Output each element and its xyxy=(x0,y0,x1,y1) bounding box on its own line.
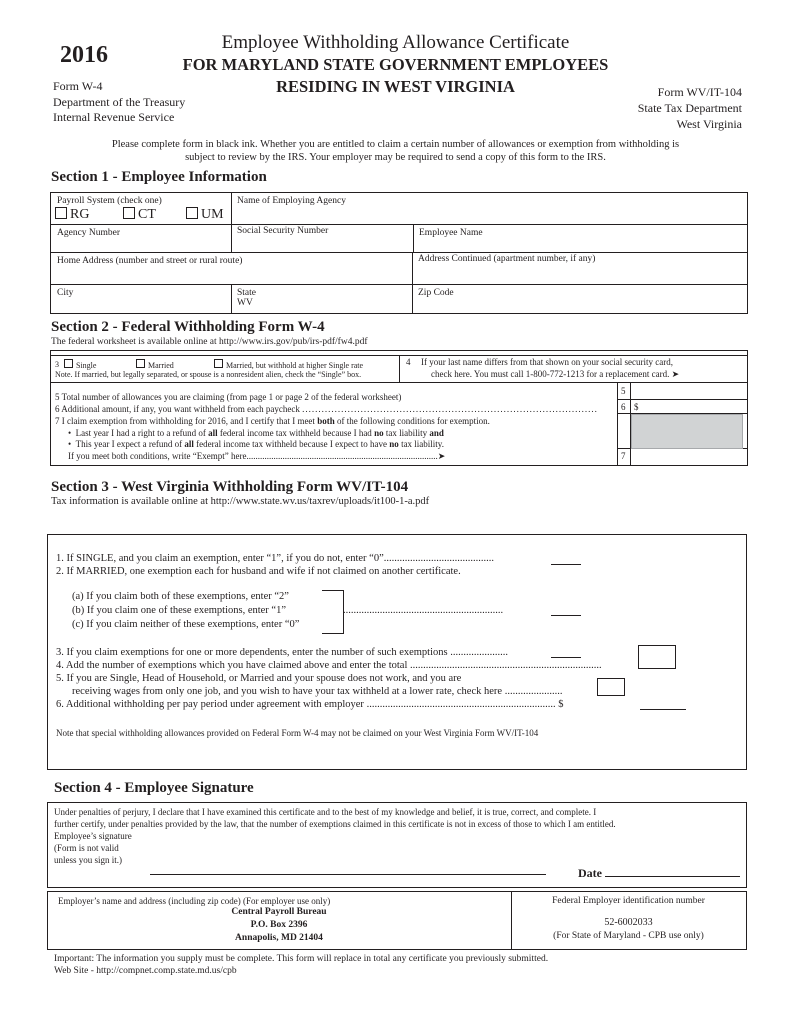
agency-number-field[interactable] xyxy=(51,238,230,251)
agency-name-label: Name of Employing Agency xyxy=(237,196,346,206)
item3-number: 3 xyxy=(55,360,59,369)
wv-line2-bracket xyxy=(322,590,344,634)
shaded-cell xyxy=(631,414,743,449)
section2-title: Section 2 - Federal Withholding Form W-4 xyxy=(51,319,325,335)
wv-state: West Virginia xyxy=(676,117,742,131)
ssn-field[interactable] xyxy=(232,238,412,251)
col6-dollar: $ xyxy=(634,402,639,412)
wv-line2a: (a) If you claim both of these exemptions, enter “2” xyxy=(72,591,289,602)
employee-name-label: Employee Name xyxy=(419,228,483,238)
signature-field[interactable] xyxy=(150,874,546,875)
fein-note: (For State of Maryland - CPB use only) xyxy=(553,931,704,941)
footer-important: Important: The information you supply must be complete. This form will replace in total any certificate you previously submitted. xyxy=(54,954,549,964)
form-title: Employee Withholding Allowance Certificate xyxy=(221,32,570,53)
address-continued-field[interactable] xyxy=(413,267,745,283)
agency-name-field[interactable] xyxy=(232,207,744,223)
fein-value: 52-6002033 xyxy=(604,917,653,928)
payroll-system-label: Payroll System (check one) xyxy=(57,196,162,206)
section3-subtitle: Tax information is available online at http://www.state.wv.us/taxrev/uploads/it100-1-a.pdf xyxy=(51,496,430,507)
wv-line6-field[interactable] xyxy=(640,709,686,710)
col7-label: 7 xyxy=(621,451,626,461)
wv-line5b: receiving wages from only one job, and you wish to have your tax withheld at a lower rate, check here ...................... xyxy=(72,686,563,697)
item7-bullet1: • Last year I had a right to a refund of all federal income tax withheld because I had no tax liability and xyxy=(68,428,444,438)
wv-dept: State Tax Department xyxy=(637,101,742,115)
home-address-label: Home Address (number and street or rural route) xyxy=(57,256,243,266)
exempt-field[interactable] xyxy=(631,449,745,463)
wv-line1: 1. If SINGLE, and you claim an exemption, enter “1”, if you do not, enter “0”.......................................... xyxy=(56,553,494,564)
col5-label: 5 xyxy=(621,386,626,396)
wv-line1-field[interactable] xyxy=(551,564,581,565)
wv-line2-dots: ............................................................. xyxy=(343,605,504,616)
wv-form-label: Form WV/IT-104 xyxy=(657,85,742,99)
item7-text: 7 I claim exemption from withholding for 2016, and I certify that I meet both of the following conditions for exemption. xyxy=(55,416,490,426)
wv-note: Note that special withholding allowances provided on Federal Form W-4 may not be claimed on your West Virginia Form WV/IT-104 xyxy=(56,728,539,738)
state-label: State xyxy=(237,288,256,298)
married-higher-option[interactable]: Married, but withhold at higher Single rate xyxy=(214,359,363,370)
irs-service: Internal Revenue Service xyxy=(53,110,175,124)
date-label: Date xyxy=(578,866,602,880)
irs-form-label: Form W-4 xyxy=(53,79,103,93)
employer-city: Annapolis, MD 21404 xyxy=(235,933,323,943)
footer-website: Web Site - http://compnet.comp.state.md.us/cpb xyxy=(54,966,237,976)
instructions-line2: subject to review by the IRS. Your employer may be required to send a copy of this form to the IRS. xyxy=(185,152,606,163)
item4-line2: check here. You must call 1-800-772-1213 for a replacement card. ➤ xyxy=(431,369,680,380)
employer-label: Employer’s name and address (including zip code) (For employer use only) xyxy=(58,896,331,906)
rg-checkbox[interactable] xyxy=(55,207,67,219)
exempt-line: If you meet both conditions, write “Exempt” here.....................................................................................➤ xyxy=(68,451,446,462)
ct-checkbox[interactable] xyxy=(123,207,135,219)
married-option[interactable]: Married xyxy=(136,359,174,370)
um-checkbox[interactable] xyxy=(186,207,198,219)
arrow-right-icon: ➤ xyxy=(437,452,446,462)
item7-bullet2: • This year I expect a refund of all federal income tax withheld because I expect to have no tax liability. xyxy=(68,439,444,449)
wv-line5a: 5. If you are Single, Head of Household, or Married and your spouse does not work, and you are xyxy=(56,673,462,684)
employer-po: P.O. Box 2396 xyxy=(250,920,308,930)
wv-line4-box[interactable] xyxy=(638,645,676,669)
address-continued-label: Address Continued (apartment number, if any) xyxy=(418,254,596,264)
signature-label-3: unless you sign it.) xyxy=(54,855,123,865)
wv-line2c: (c) If you claim neither of these exemptions, enter “0” xyxy=(72,619,300,630)
perjury-line2: further certify, under penalties provided by the law, that the number of exemptions claimed in this certificate is not in excess of those to which I am entitled. xyxy=(54,819,616,829)
form-title-2: FOR MARYLAND STATE GOVERNMENT EMPLOYEES xyxy=(182,55,609,74)
instructions-line1: Please complete form in black ink. Whether you are entitled to claim a certain number of allowances or exemption from withholding is xyxy=(111,139,680,150)
form-year: 2016 xyxy=(60,42,108,68)
wv-line3: 3. If you claim exemptions for one or more dependents, enter the number of such exemptions ...................... xyxy=(56,647,508,658)
col6-label: 6 xyxy=(621,402,626,412)
item4-checkbox[interactable] xyxy=(731,367,740,376)
section3-title: Section 3 - West Virginia Withholding Form WV/IT-104 xyxy=(51,479,409,495)
section2-subtitle: The federal worksheet is available online at http://www.irs.gov/pub/irs-pdf/fw4.pdf xyxy=(51,337,368,347)
irs-dept: Department of the Treasury xyxy=(53,95,186,109)
section4-title: Section 4 - Employee Signature xyxy=(54,780,254,796)
form-title-3: RESIDING IN WEST VIRGINIA xyxy=(276,77,515,96)
item4-line1: If your last name differs from that shown on your social security card, xyxy=(421,357,674,367)
wv-line6: 6. Additional withholding per pay period under agreement with employer ........................................................................ $ xyxy=(56,699,564,710)
ssn-label: Social Security Number xyxy=(237,226,329,236)
state-value: WV xyxy=(237,298,253,308)
home-address-field[interactable] xyxy=(51,267,411,283)
signature-label-2: (Form is not valid xyxy=(54,843,119,853)
single-option[interactable]: Single xyxy=(64,359,96,370)
wv-line2b: (b) If you claim one of these exemptions, enter “1” xyxy=(72,605,287,616)
item5-text: 5 Total number of allowances you are claiming (from page 1 or page 2 of the federal worksheet) xyxy=(55,392,402,402)
item6-text: 6 Additional amount, if any, you want withheld from each paycheck ........................................................................................... xyxy=(55,404,598,414)
wv-line4: 4. Add the number of exemptions which you have claimed above and enter the total ......................................................................... xyxy=(56,660,602,671)
city-field[interactable] xyxy=(51,298,230,311)
fein-label: Federal Employer identification number xyxy=(552,896,705,906)
payroll-rg-option[interactable]: RG xyxy=(55,207,89,223)
married-higher-checkbox[interactable] xyxy=(214,359,223,368)
item4-number: 4 xyxy=(406,357,411,367)
single-checkbox[interactable] xyxy=(64,359,73,368)
wv-line2: 2. If MARRIED, one exemption each for husband and wife if not claimed on another certificate. xyxy=(56,566,461,577)
zip-label: Zip Code xyxy=(418,288,454,298)
wv-line3-field[interactable] xyxy=(551,657,581,658)
payroll-um-option[interactable]: UM xyxy=(186,207,224,223)
wv-line2-field[interactable] xyxy=(551,615,581,616)
allowances-field[interactable] xyxy=(631,383,745,398)
payroll-ct-option[interactable]: CT xyxy=(123,207,156,223)
zip-field[interactable] xyxy=(413,298,745,311)
employee-name-field[interactable] xyxy=(414,238,745,251)
wv-line5-checkbox[interactable] xyxy=(597,678,625,696)
arrow-right-icon: ➤ xyxy=(671,370,680,380)
employer-name: Central Payroll Bureau xyxy=(231,907,327,917)
perjury-line1: Under penalties of perjury, I declare that I have examined this certificate and to the best of my knowledge and belief, it is true, correct, and complete. I xyxy=(54,807,597,817)
additional-amount-field[interactable] xyxy=(642,400,745,412)
agency-number-label: Agency Number xyxy=(57,228,121,238)
section1-title: Section 1 - Employee Information xyxy=(51,169,267,185)
date-field[interactable] xyxy=(605,876,740,877)
signature-label-1: Employee’s signature xyxy=(54,831,132,841)
item3-note: Note. If married, but legally separated, or spouse is a nonresident alien, check the “Single” box. xyxy=(55,370,362,379)
married-checkbox[interactable] xyxy=(136,359,145,368)
city-label: City xyxy=(57,288,74,298)
